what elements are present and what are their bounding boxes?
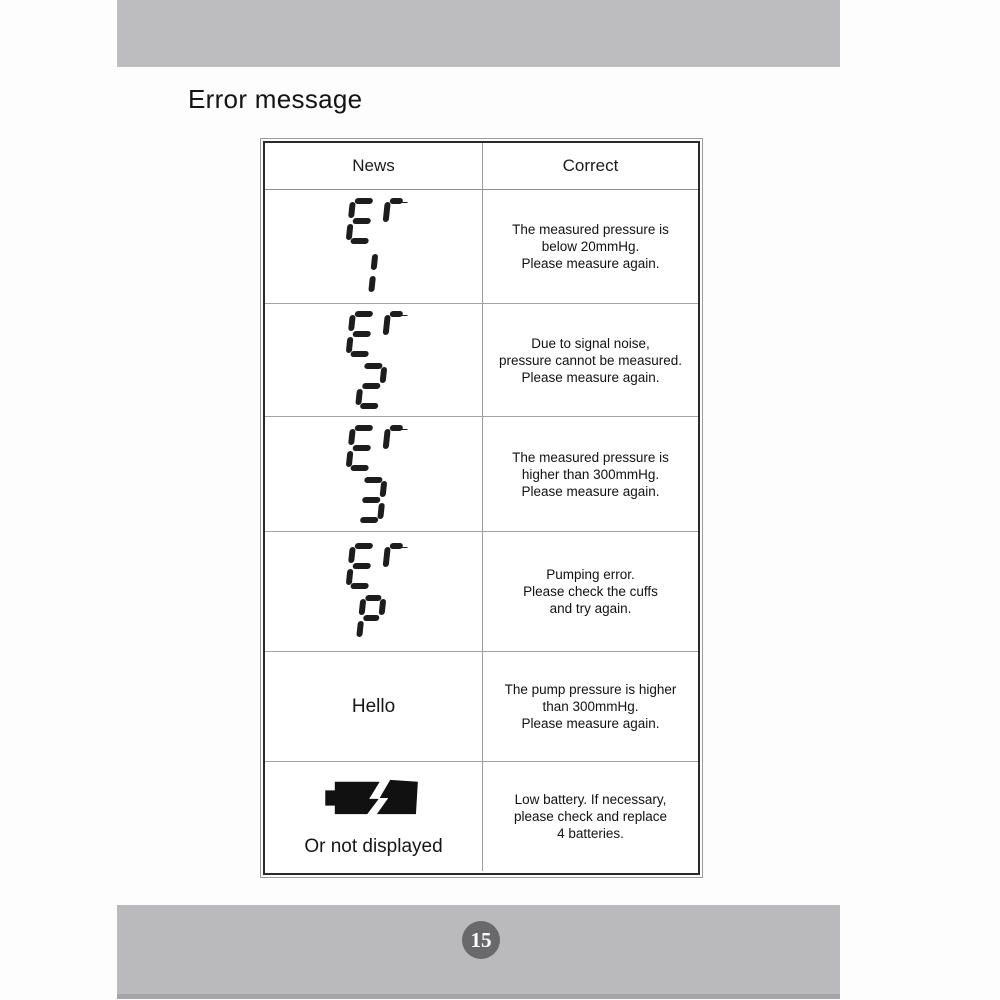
error-code-cell <box>265 190 483 303</box>
correction-line: please check and replace <box>513 809 668 824</box>
correction-line: The pump pressure is higher <box>504 682 677 697</box>
correction-line: Please measure again. <box>521 716 660 731</box>
correction-line: than 300mmHg. <box>542 699 639 714</box>
table-header-row <box>265 143 698 190</box>
lcd-error-code-er3 <box>339 425 407 523</box>
correction-line: The measured pressure is <box>512 449 669 465</box>
error-message-table <box>263 141 700 875</box>
not-displayed-text: Or not displayed <box>304 835 443 857</box>
low-battery-icon <box>323 776 423 823</box>
error-code-cell <box>265 417 483 531</box>
correction-line: Low battery. If necessary, <box>514 792 667 807</box>
correction-line: Please measure again. <box>521 483 660 499</box>
table-row <box>265 652 698 762</box>
lcd-error-code-er2 <box>339 311 407 409</box>
column-header-correct: Correct <box>562 156 619 175</box>
hello-cell <box>265 652 483 761</box>
correction-cell <box>483 417 698 531</box>
page-number-badge: 15 <box>462 921 500 959</box>
table-row <box>265 762 698 871</box>
correction-line: pressure cannot be measured. <box>498 352 683 368</box>
correction-line: Please check the cuffs <box>523 584 658 599</box>
correction-cell <box>483 652 698 761</box>
hello-text: Hello <box>351 695 396 717</box>
correction-line: Due to signal noise, <box>531 335 650 351</box>
correction-line: Pumping error. <box>546 567 635 582</box>
correction-line: 4 batteries. <box>557 826 624 841</box>
top-gray-bar <box>117 0 840 67</box>
table-row <box>265 190 698 304</box>
column-header-news: News <box>265 143 483 189</box>
correction-line: higher than 300mmHg. <box>521 466 660 482</box>
correction-line: below 20mmHg. <box>541 239 640 254</box>
lcd-error-code-erp <box>339 543 407 641</box>
correction-line: The measured pressure is <box>512 222 669 237</box>
correction-cell <box>483 304 698 416</box>
low-battery-cell <box>265 762 483 871</box>
correction-line: and try again. <box>549 601 632 616</box>
page-title: Error message <box>188 84 363 114</box>
correction-cell <box>483 532 698 651</box>
error-code-cell <box>265 532 483 651</box>
table-row <box>265 417 698 532</box>
error-code-cell <box>265 304 483 416</box>
correction-cell <box>483 190 698 303</box>
table-row <box>265 532 698 652</box>
correction-line: Please measure again. <box>521 369 660 385</box>
correction-cell <box>483 762 698 871</box>
correction-line: Please measure again. <box>521 256 660 271</box>
lcd-error-code-er1 <box>339 198 407 296</box>
table-row <box>265 304 698 417</box>
